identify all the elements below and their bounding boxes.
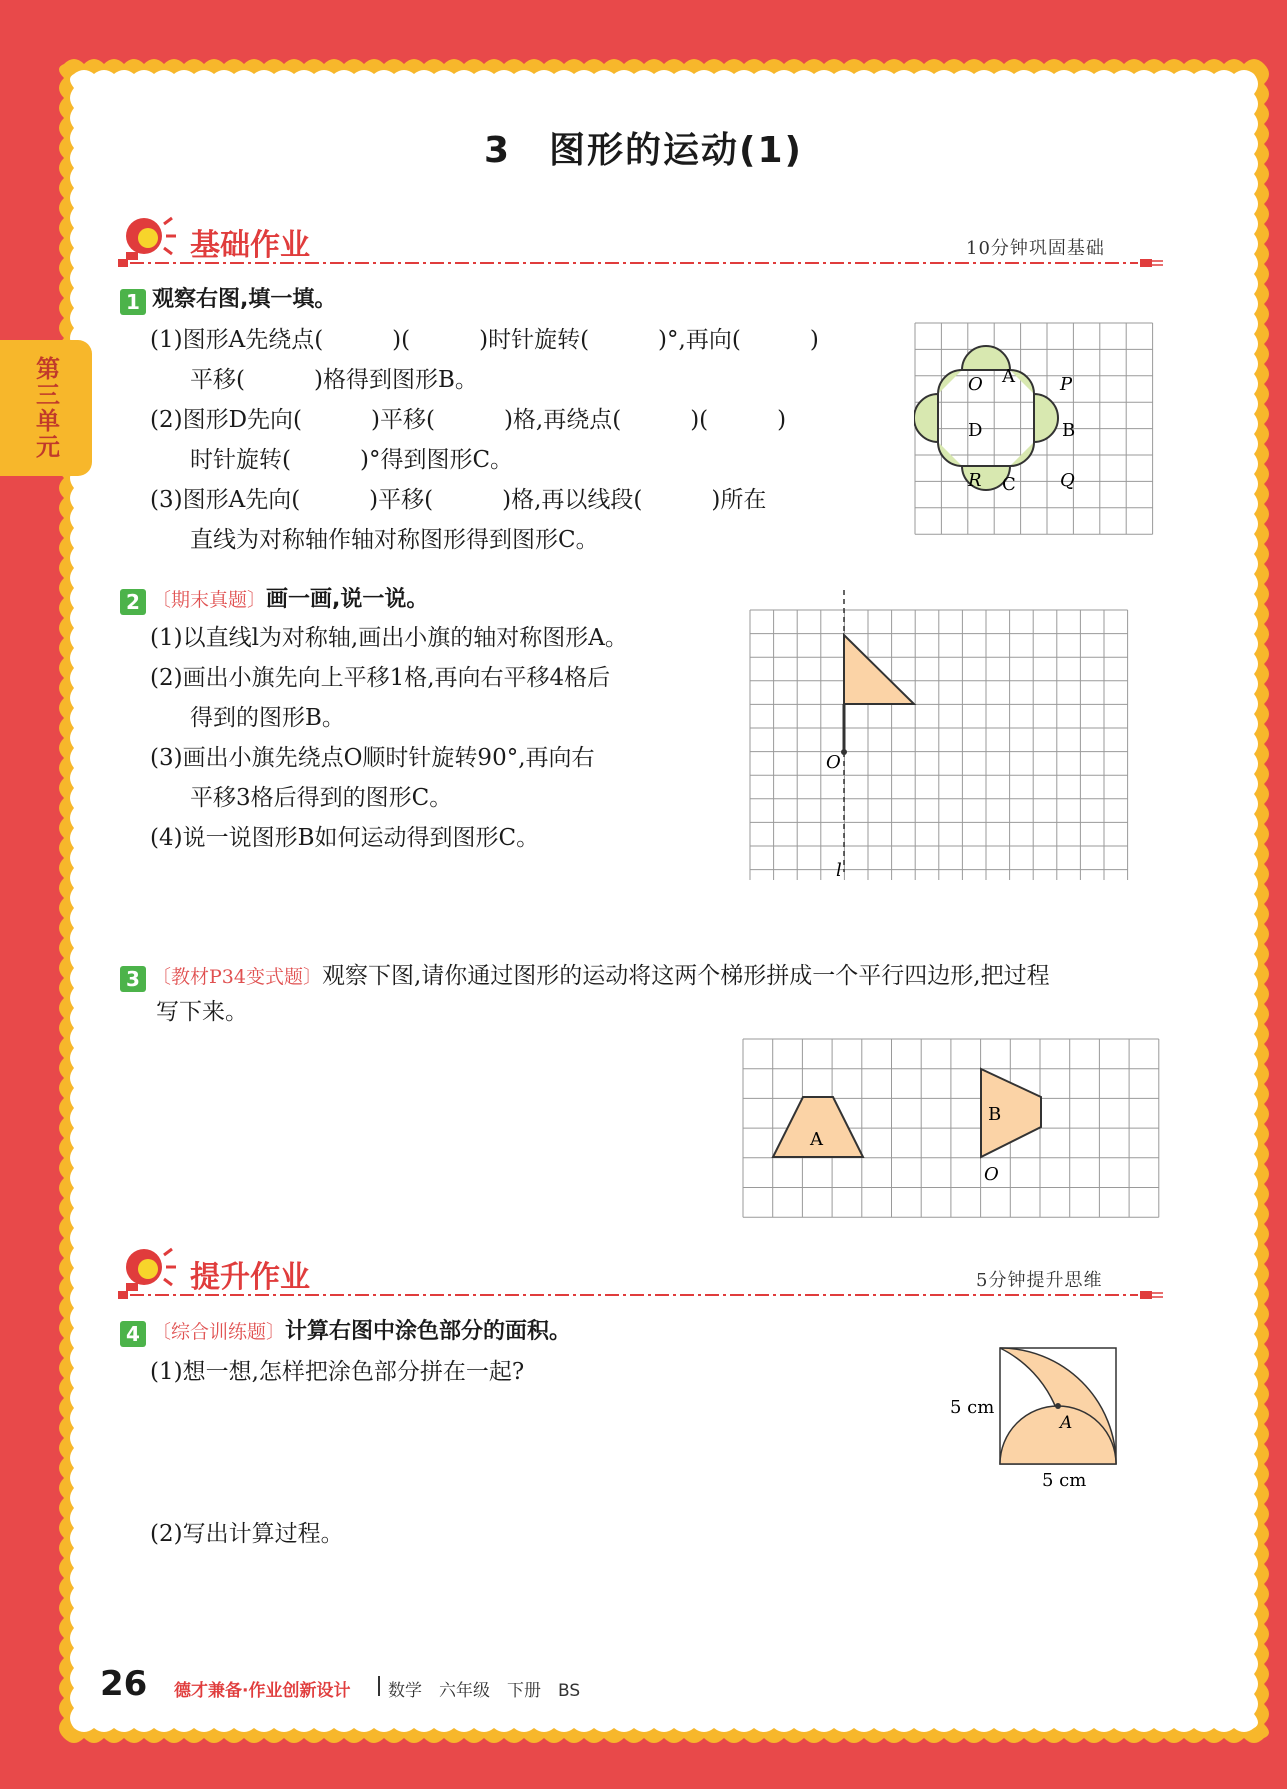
q4-side-label: 5 cm — [950, 1397, 995, 1418]
q2-line: (2)画出小旗先向上平移1格,再向右平移4格后 — [150, 665, 611, 691]
section-title-basic: 基础作业 — [190, 228, 310, 263]
q4-bottom-label: 5 cm — [1042, 1470, 1087, 1490]
page-title: 3 图形的运动(1) — [483, 130, 803, 171]
q1-label-b: B — [1062, 420, 1076, 441]
q4-line-2: (2)写出计算过程。 — [150, 1521, 344, 1547]
q2-line: 得到的图形B。 — [190, 705, 345, 731]
footer-brand: 德才兼备·作业创新设计 — [174, 1681, 351, 1701]
footer-info: 数学 六年级 下册 BS — [388, 1681, 581, 1701]
q1-line: (1)图形A先绕点( )( )时针旋转( )°,再向( ) — [150, 327, 819, 353]
q2-line: (3)画出小旗先绕点O顺时针旋转90°,再向右 — [150, 745, 595, 771]
q4-point-a: A — [1060, 1413, 1073, 1433]
q2-point-o: O — [826, 752, 841, 773]
q2-tag: 〔期末真题〕 — [152, 589, 267, 611]
section-divider — [118, 1288, 1163, 1302]
q1-point-r: R — [968, 470, 982, 491]
q3-label-b: B — [988, 1104, 1002, 1125]
q3-number: 3 — [120, 966, 146, 992]
q4-point-a-dot — [1055, 1403, 1061, 1409]
q2-heading: 画一画,说一说。 — [266, 587, 429, 612]
q4-header — [120, 1314, 571, 1347]
q4-line-1: (1)想一想,怎样把涂色部分拼在一起? — [150, 1359, 525, 1385]
q3-header — [120, 956, 1160, 996]
lamp-icon — [118, 1243, 178, 1293]
q1-shape-b — [1034, 394, 1058, 442]
q3-label-a: A — [810, 1129, 823, 1150]
q2-line: (4)说一说图形B如何运动得到图形C。 — [150, 825, 540, 851]
footer-divider — [378, 1676, 380, 1696]
q1-line: 时针旋转( )°得到图形C。 — [190, 447, 514, 473]
q2-flag — [844, 635, 914, 704]
unit-side-tab-label: 第三单元 — [31, 356, 60, 460]
q1-label-c: C — [1002, 474, 1016, 495]
q3-figure — [742, 1038, 1160, 1218]
section-subtitle-basic: 10分钟巩固基础 — [966, 238, 1105, 259]
q2-number: 2 — [120, 589, 146, 615]
q3-text-cont: 写下来。 — [156, 999, 248, 1025]
q2-line: (1)以直线l为对称轴,画出小旗的轴对称图形A。 — [150, 625, 628, 651]
q3-point-o: O — [984, 1164, 999, 1185]
q2-line: 平移3格后得到的图形C。 — [190, 785, 453, 811]
q3-tag: 〔教材P34变式题〕 — [152, 966, 322, 988]
section-title-advanced: 提升作业 — [190, 1260, 310, 1295]
q1-line: 直线为对称轴作轴对称图形得到图形C。 — [190, 527, 599, 553]
q1-line: (2)图形D先向( )平移( )格,再绕点( )( ) — [150, 407, 787, 433]
q1-point-o: O — [968, 374, 983, 395]
q4-tag: 〔综合训练题〕 — [152, 1321, 286, 1343]
q3-text: 观察下图,请你通过图形的运动将这两个梯形拼成一个平行四边形,把过程 — [321, 963, 1050, 989]
q1-figure — [914, 322, 1154, 538]
q1-line: 平移( )格得到图形B。 — [190, 367, 478, 393]
lamp-icon — [118, 212, 178, 262]
q1-label-d: D — [968, 420, 983, 441]
q4-heading: 计算右图中涂色部分的面积。 — [285, 1319, 572, 1344]
q2-figure — [746, 590, 1132, 880]
q2-header — [120, 582, 428, 615]
q1-header — [120, 282, 336, 315]
section-subtitle-advanced: 5分钟提升思维 — [976, 1270, 1103, 1291]
section-divider — [118, 256, 1163, 270]
q1-point-q: Q — [1060, 470, 1075, 491]
q2-point-o-dot — [841, 749, 847, 755]
q1-shape-d — [914, 394, 938, 442]
q1-number: 1 — [120, 289, 146, 315]
q1-label-a: A — [1002, 366, 1015, 387]
q1-heading: 观察右图,填一填。 — [152, 287, 337, 312]
q1-line: (3)图形A先向( )平移( )格,再以线段( )所在 — [150, 487, 767, 513]
page-number: 26 — [100, 1664, 148, 1704]
q4-number: 4 — [120, 1321, 146, 1347]
q1-point-p: P — [1060, 374, 1073, 395]
q4-figure — [950, 1340, 1130, 1490]
unit-side-tab — [0, 340, 92, 476]
q2-line-label: l — [836, 860, 842, 880]
